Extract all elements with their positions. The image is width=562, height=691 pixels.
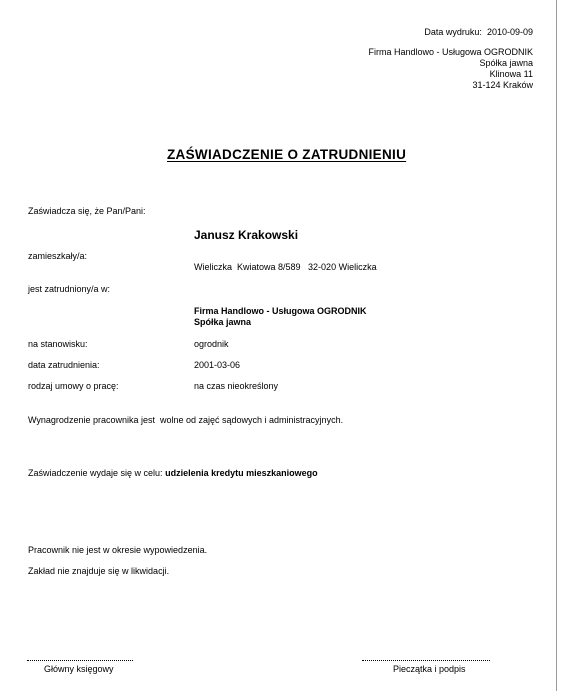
- liquidation-note: Zakład nie znajduje się w likwidacji.: [28, 566, 170, 576]
- salary-note: Wynagrodzenie pracownika jest wolne od zajęć sądowych i administracyjnych.: [28, 415, 344, 425]
- accountant-signature-line: [27, 660, 133, 661]
- employer-name-line1: Firma Handlowo - Usługowa OGRODNIK: [194, 306, 367, 316]
- residence-label: zamieszkały/a:: [28, 251, 88, 261]
- stamp-signature-line: [362, 660, 490, 661]
- stamp-signature-label: Pieczątka i podpis: [393, 664, 466, 674]
- employer-name-line2: Spółka jawna: [194, 317, 252, 327]
- position-value: ogrodnik: [194, 339, 229, 349]
- position-label: na stanowisku:: [28, 339, 88, 349]
- company-city: 31-124 Kraków: [472, 80, 533, 90]
- employment-date-value: 2001-03-06: [194, 360, 241, 370]
- intro-text: Zaświadcza się, że Pan/Pani:: [28, 206, 146, 216]
- print-date-line: [424, 27, 533, 37]
- contract-type-value: na czas nieokreślony: [194, 381, 279, 391]
- notice-note: Pracownik nie jest w okresie wypowiedzenia.: [28, 545, 208, 555]
- print-date-label: Data wydruku:: [424, 27, 482, 37]
- accountant-signature-label: Główny księgowy: [44, 664, 114, 674]
- employee-address: Wieliczka Kwiatowa 8/589 32-020 Wieliczka: [194, 262, 377, 272]
- purpose-line: [28, 468, 318, 478]
- employed-label: jest zatrudniony/a w:: [28, 284, 111, 294]
- employment-date-label: data zatrudnienia:: [28, 360, 100, 370]
- document-title: ZAŚWIADCZENIE O ZATRUDNIENIU: [167, 147, 407, 162]
- company-name-line1: Firma Handlowo - Usługowa OGRODNIK: [368, 47, 533, 57]
- company-name-line2: Spółka jawna: [479, 58, 533, 68]
- company-street: Klinowa 11: [489, 69, 533, 79]
- purpose-value: udzielenia kredytu mieszkaniowego: [165, 468, 318, 478]
- purpose-prefix: Zaświadczenie wydaje się w celu:: [28, 468, 163, 478]
- contract-type-label: rodzaj umowy o pracę:: [28, 381, 119, 391]
- print-date: 2010-09-09: [486, 27, 533, 37]
- employee-name: Janusz Krakowski: [194, 228, 299, 242]
